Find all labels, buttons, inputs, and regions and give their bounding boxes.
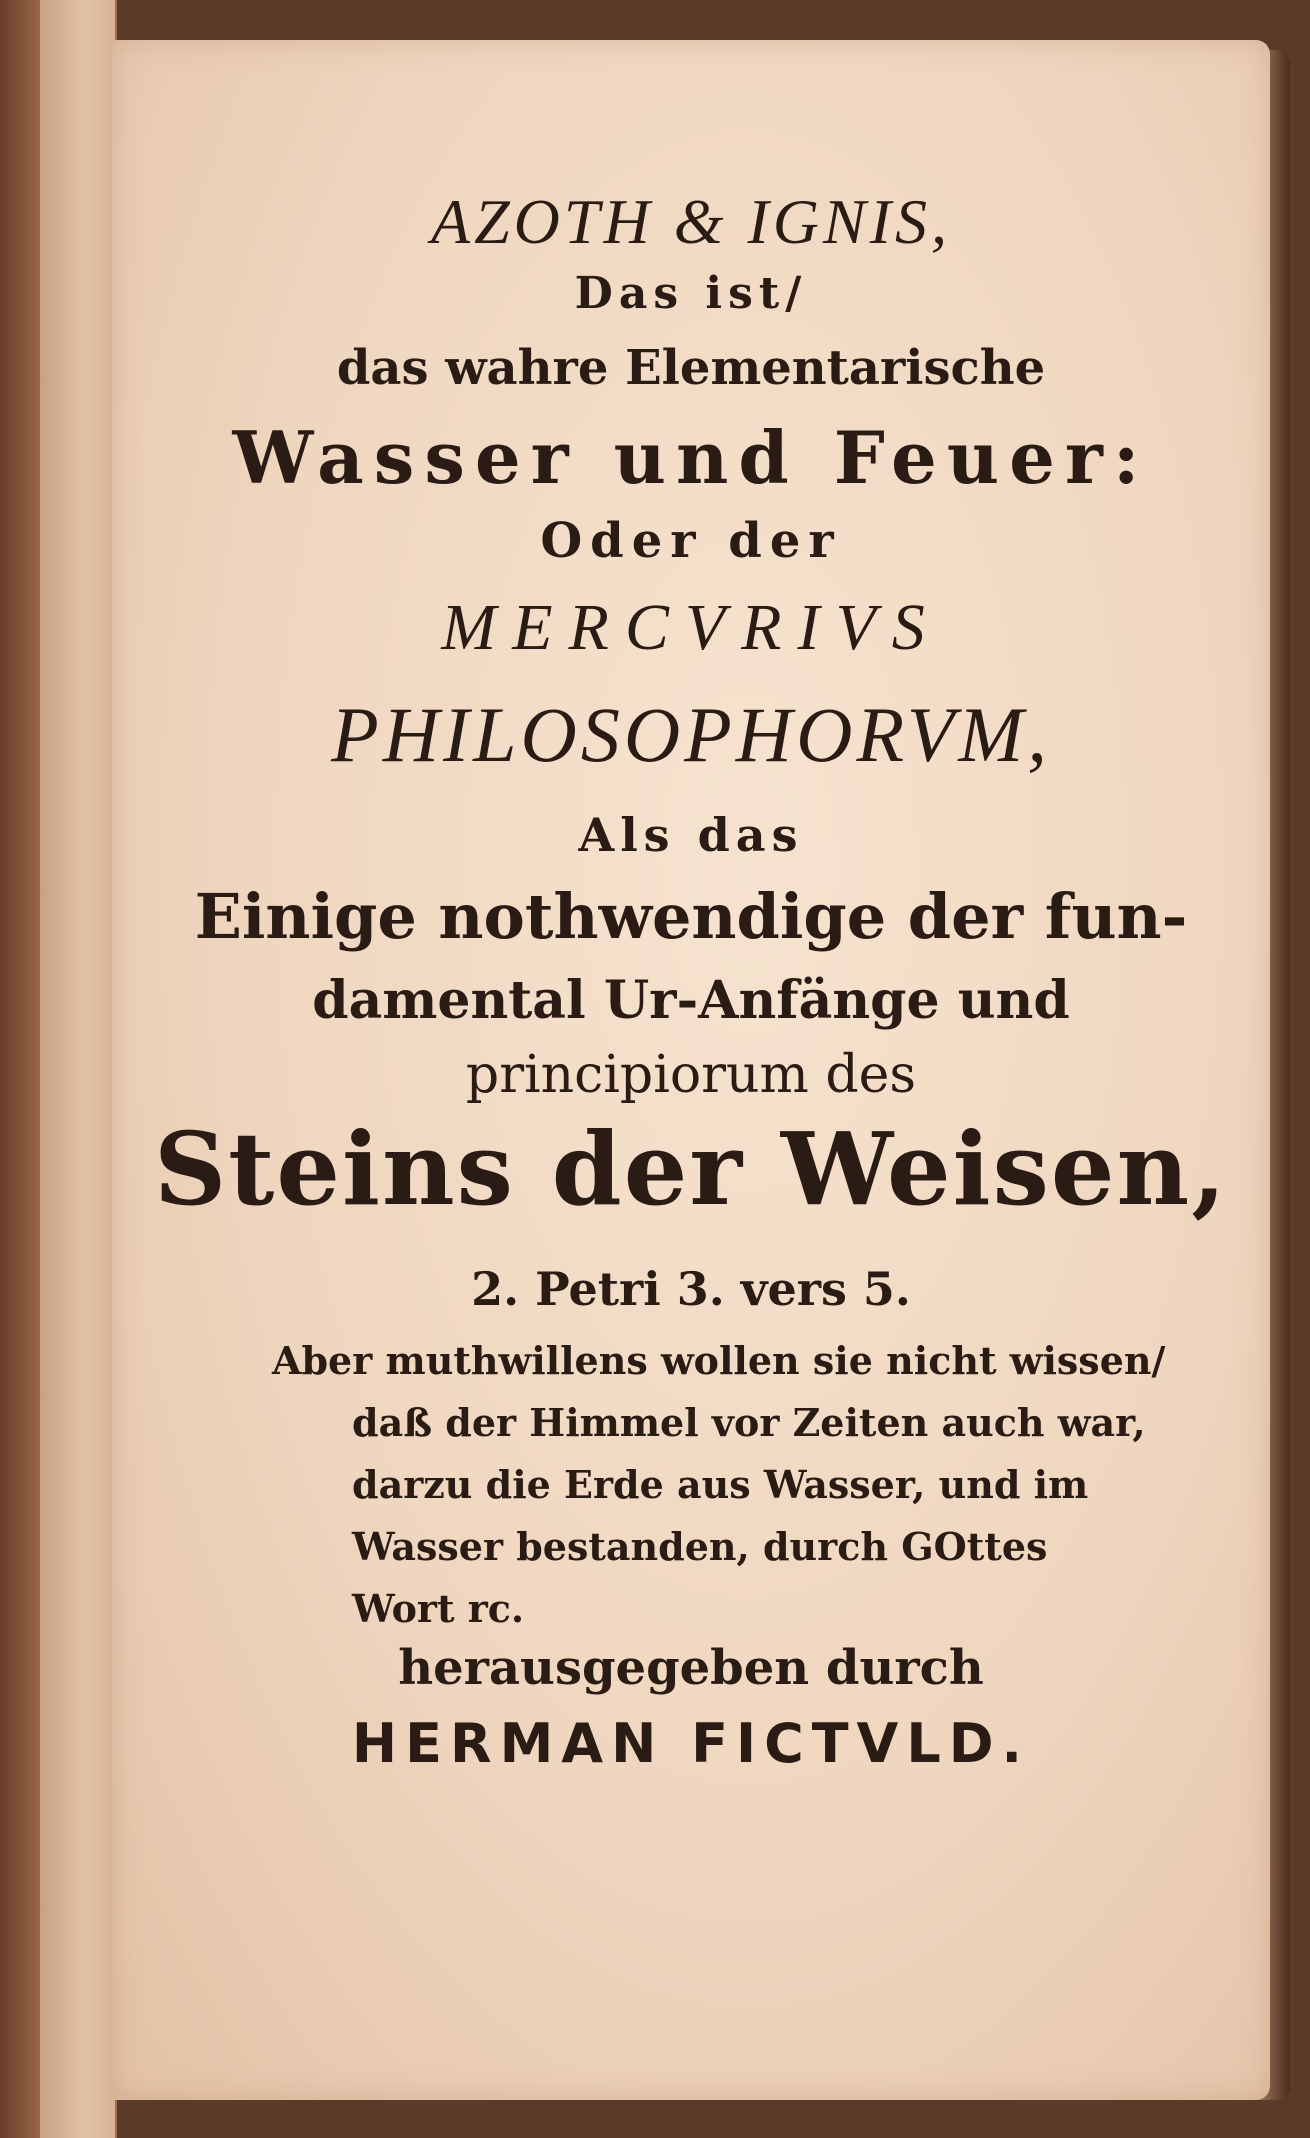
title-line-herausgegeben: herausgegeben durch (398, 1640, 984, 1696)
facing-page-edge (40, 0, 117, 2138)
title-line-elementarische: das wahre Elementarische (336, 340, 1046, 396)
title-line-einige: Einige nothwendige der fun- (194, 880, 1188, 953)
verse-line: daß der Himmel vor Zeiten auch war, (352, 1400, 1146, 1445)
title-line-principiorum: principiorum des (465, 1045, 917, 1105)
title-line-steins-der-weisen: Steins der Weisen, (153, 1110, 1229, 1228)
title-line-petri: 2. Petri 3. vers 5. (471, 1262, 911, 1316)
title-line-mercurius: MERCVRIVS (441, 591, 941, 664)
scripture-quote (272, 1330, 1242, 1640)
verse-line: Aber muthwillens wollen sie nicht wissen/ (272, 1338, 1166, 1383)
verse-line: Wasser bestanden, durch GOttes (352, 1524, 1048, 1569)
title-line-als-das: Als das (578, 808, 804, 862)
title-line-philosophorum: PHILOSOPHORVM, (331, 691, 1051, 778)
title-line-azoth: AZOTH & IGNIS, (430, 186, 952, 257)
title-line-damental: damental Ur-Anfänge und (312, 970, 1070, 1031)
title-line-wasser-feuer: Wasser und Feuer: (232, 415, 1150, 500)
title-page (112, 40, 1270, 2100)
title-line-das-ist: Das ist/ (574, 268, 808, 319)
verse-line: Wort rc. (352, 1586, 525, 1631)
verse-line: darzu die Erde aus Wasser, und im (352, 1462, 1089, 1507)
author-name: HERMAN FICTVLD. (351, 1712, 1031, 1775)
title-line-oder-der: Oder der (540, 513, 842, 569)
